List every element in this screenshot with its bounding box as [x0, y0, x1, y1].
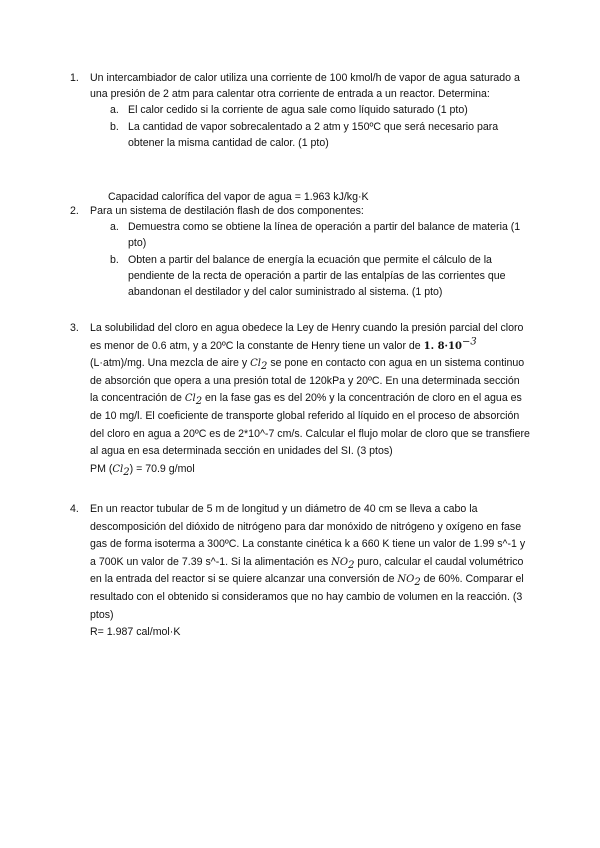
part-text: El calor cedido si la corriente de agua sale como líquido saturado (1 pto)	[128, 104, 468, 117]
chlorine-symbol: Cl	[250, 358, 261, 370]
no2-symbol: NO	[397, 574, 415, 586]
no2-symbol: NO	[331, 556, 349, 568]
no2-subscript: 2	[414, 577, 421, 589]
no2-subscript: 2	[348, 559, 355, 571]
pm-prefix: PM (	[90, 462, 113, 475]
part-text: Obten a partir del balance de energía la ecuación que permite el cálculo de la pendiente de la recta de operación a partir de las entalpías de las corrientes que abandonan el destilador y del calor suministrado al sistema. (1 pto)	[128, 253, 506, 299]
chlorine-subscript: 2	[195, 396, 203, 408]
q4-text-3: de 60%. Comparar el resultado con el obtenido si consideramos que no hay cambio de volumen en la reacción. (3 ptos)	[90, 573, 524, 621]
question-3-body	[90, 320, 530, 461]
question-1-part-a	[90, 102, 530, 118]
q3-text-2: (L·atm)/mg. Una mezcla de aire y	[90, 357, 251, 370]
part-text: La cantidad de vapor sobrecalentado a 2 atm y 150ºC que será necesario para obtener la misma cantidad de calor. (1 pto)	[128, 120, 499, 149]
q3-text-3: se pone en contacto con agua en un sistema continuo de absorción que opera a una presión total de 120kPa y 20ºC. En una determinada sección la concentración de	[90, 357, 525, 405]
q4-text-1: En un reactor tubular de 5 m de longitud y un diámetro de 40 cm se lleva a cabo la descomposición del dióxido de nitrógeno para dar monóxido de nitrógeno y oxígeno en fase gas de forma isoterma a 300ºC. La constante cinética k a 660 K tiene un valor de 1.99 s^-1 y a 700K un valor de 7.39 s^-1. Si la alimentación es	[90, 503, 526, 568]
chlorine-symbol: Cl	[184, 393, 196, 405]
molar-mass-line	[90, 461, 530, 479]
question-3-number: 3.	[70, 322, 79, 334]
part-text: Demuestra como se obtiene la línea de operación a partir del balance de materia (1 pto)	[128, 221, 521, 250]
pm-suffix: ) = 70.9 g/mol	[129, 462, 195, 475]
question-1-intro: Un intercambiador de calor utiliza una corriente de 100 kmol/h de vapor de agua saturado a una presión de 2 atm para calentar otra corriente de entrada a un reactor. Determina:	[90, 72, 520, 101]
question-4-number: 4.	[70, 503, 79, 515]
question-1	[70, 70, 530, 151]
question-2-part-a	[90, 219, 530, 251]
q4-text-2: puro, calcular el caudal volumétrico en la entrada del reactor si se quiere alcanzar una conversión de	[90, 555, 524, 586]
gas-constant-line: R= 1.987 cal/mol·K	[90, 626, 181, 639]
part-label: a.	[110, 221, 119, 234]
question-2-intro: Para un sistema de destilación flash de dos componentes:	[90, 205, 364, 217]
question-2	[70, 203, 530, 300]
question-1-part-b	[90, 119, 530, 151]
q3-text-1: La solubilidad del cloro en agua obedece la Ley de Henry cuando la presión parcial del cloro es menor de 0.6 atm, y a 20ºC la constante de Henry tiene un valor de	[90, 322, 524, 352]
question-2-number: 2.	[70, 205, 79, 217]
part-label: b.	[110, 120, 119, 133]
chlorine-symbol: Cl	[112, 463, 124, 475]
q3-text-4: en la fase gas es del 20% y la concentración de cloro en el agua es de 10 mg/l. El coeficiente de transporte global referido al líquido en el proceso de absorción del cloro en agua a 20ºC es de 2*10^-7 cm/s. Calcular el flujo molar de cloro que se transfiere al agua en esa determinada sección en unidades del SI. (3 ptos)	[90, 392, 530, 458]
question-4-body	[90, 501, 530, 624]
chlorine-subscript: 2	[123, 466, 130, 478]
part-label: b.	[110, 253, 119, 266]
question-1-note: Capacidad calorífica del vapor de agua = 1.963 kJ/kg·K	[108, 191, 369, 203]
question-3	[70, 320, 530, 478]
question-2-part-b	[90, 252, 530, 301]
henry-constant-exponent: −3	[461, 336, 477, 348]
chlorine-subscript: 2	[261, 361, 268, 373]
part-label: a.	[110, 104, 119, 117]
question-1-number: 1.	[70, 72, 79, 84]
henry-constant-value: 1. 8·10	[423, 340, 462, 352]
question-4	[70, 501, 530, 642]
